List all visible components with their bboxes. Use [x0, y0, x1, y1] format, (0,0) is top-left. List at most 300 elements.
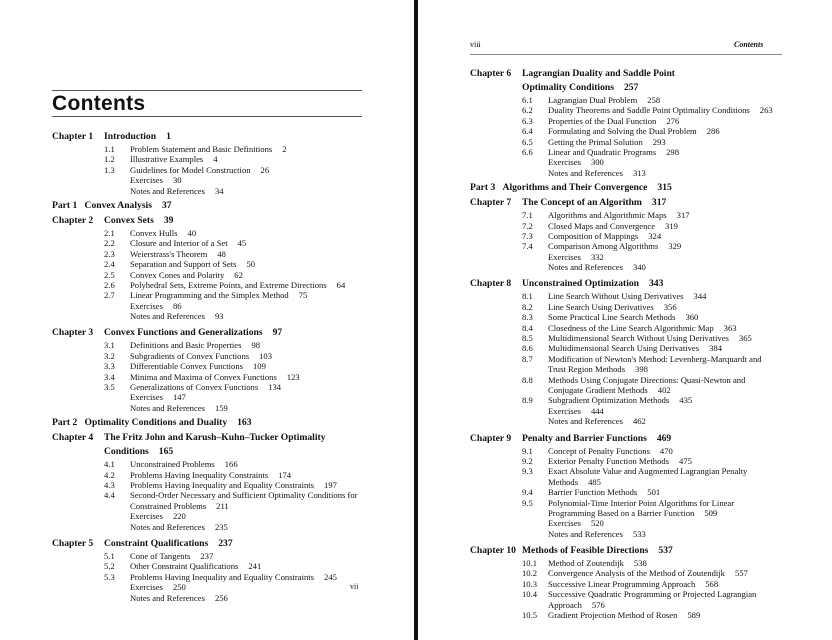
section-title-text: Concept of Penalty Functions: [548, 445, 650, 456]
toc-extra: [470, 157, 790, 167]
extra-entry: [130, 593, 228, 603]
section-title-text: Convex Hulls: [130, 227, 178, 238]
extra-page-number: 159: [214, 402, 228, 413]
section-title: [130, 259, 255, 269]
section-title-text: Illustrative Examples: [130, 154, 204, 165]
extra-entry: [130, 582, 186, 592]
section-page-number: 45: [237, 238, 247, 249]
section-page-number: 363: [723, 322, 737, 333]
section-title-text: Some Practical Line Search Methods: [548, 312, 676, 323]
left-page: [0, 0, 414, 640]
section-page-number: 258: [647, 95, 661, 105]
extra-title: Notes and References: [548, 528, 623, 539]
section-title: [130, 165, 269, 175]
page-title: Contents: [52, 92, 146, 115]
section-title-text: Closure and Interior of a Set: [130, 238, 228, 249]
toc-section-continued: [470, 600, 790, 610]
extra-entry: [548, 518, 604, 528]
section-title-text: Polyhedral Sets, Extreme Points, and Extreme Directions: [130, 279, 327, 290]
section-title: [130, 490, 358, 500]
toc-extra: [52, 522, 382, 532]
toc-section: [52, 490, 382, 500]
section-page-number: 241: [248, 561, 262, 572]
toc-left: [52, 125, 382, 603]
section-number: 9.1: [522, 445, 533, 456]
section-title: [548, 137, 666, 147]
section-title: [130, 290, 307, 300]
part-line: [52, 199, 172, 213]
part-title: Convex Analysis: [84, 199, 152, 211]
extra-entry: [548, 168, 646, 178]
extra-entry: [130, 301, 182, 311]
toc-section: [470, 126, 790, 136]
section-title-text: Algorithms and Algorithmic Maps: [548, 210, 667, 221]
section-page-number: 475: [679, 455, 692, 466]
toc-section: [470, 354, 790, 364]
section-title: [548, 221, 678, 231]
section-title-text: Definitions and Basic Properties: [130, 340, 242, 351]
extra-title: Exercises: [130, 582, 163, 593]
section-title: [548, 466, 747, 476]
section-title-text: Linear Programming and the Simplex Method: [130, 290, 289, 301]
extra-title: Exercises: [548, 157, 581, 168]
section-title-cont: [548, 508, 717, 518]
section-title: [130, 361, 266, 371]
section-page-number: 384: [709, 343, 722, 354]
section-title: [548, 241, 681, 251]
section-title: [548, 343, 722, 353]
extra-page-number: 235: [214, 521, 228, 532]
section-number: 2.1: [104, 227, 115, 238]
extra-page-number: 313: [632, 167, 646, 178]
toc-section: [470, 210, 790, 220]
section-title: [548, 291, 706, 301]
section-title-cont: [548, 477, 601, 487]
section-number: 10.5: [522, 610, 538, 621]
chapter-heading: [470, 543, 790, 558]
toc-section: [52, 572, 382, 582]
extra-title: Exercises: [130, 392, 163, 403]
chapter-title: [104, 536, 233, 551]
section-number: 1.1: [104, 144, 115, 154]
section-page-number: 75: [298, 290, 308, 301]
section-title-text: Properties of the Dual Function: [548, 115, 657, 126]
chapter-title-cont-text: Optimality Conditions: [522, 82, 614, 93]
section-number: 3.2: [104, 350, 115, 361]
chapter-label: Chapter 2: [52, 214, 94, 226]
chapter-title: [522, 543, 673, 558]
section-number: 6.5: [522, 136, 533, 147]
section-number: 2.4: [104, 259, 115, 270]
part-label: Part 1: [52, 199, 78, 211]
section-title-text: Weierstrass's Theorem: [130, 248, 208, 259]
section-page-number: 501: [647, 487, 661, 498]
section-number: 1.3: [104, 164, 115, 175]
section-title-text: Convergence Analysis of the Method of Zoutendijk: [548, 568, 725, 579]
section-title: [548, 610, 700, 620]
section-title: [130, 351, 272, 361]
toc-section: [470, 446, 790, 456]
chapter-title: [522, 276, 663, 291]
toc-section: [470, 498, 790, 508]
section-title-text: Exterior Penalty Function Methods: [548, 455, 670, 466]
chapter-heading: [52, 325, 382, 340]
toc-section: [470, 558, 790, 568]
toc-section: [470, 589, 790, 599]
page-number-right: viii: [470, 40, 481, 49]
chapter-page-number: 237: [218, 537, 233, 549]
section-number: 7.4: [522, 241, 533, 252]
chapter-title: [104, 430, 326, 445]
extra-entry: [130, 522, 228, 532]
toc-section: [470, 333, 790, 343]
section-title-text: Cone of Tangents: [130, 550, 191, 561]
chapter-title-text: Convex Sets: [104, 214, 154, 226]
toc-right: [470, 66, 790, 620]
section-title: [548, 116, 679, 126]
page-number-left: vii: [350, 582, 359, 591]
section-title: [130, 572, 337, 582]
section-number: 1.2: [104, 154, 115, 165]
section-page-number: 197: [324, 479, 337, 490]
section-title-text: Guidelines for Model Construction: [130, 164, 251, 175]
section-number: 6.4: [522, 126, 533, 137]
toc-section: [470, 105, 790, 115]
chapter-heading: [470, 195, 790, 210]
toc-extra: [52, 186, 382, 196]
section-title: [130, 340, 260, 350]
section-title-text: Problems Having Inequality and Equality Constraints: [130, 571, 315, 582]
chapter-page-number: 97: [272, 327, 283, 339]
extra-title: Notes and References: [130, 592, 205, 603]
section-number: 6.1: [522, 95, 533, 105]
section-page-number: 98: [251, 340, 261, 351]
section-title: [548, 312, 698, 322]
section-title: [548, 375, 745, 385]
chapter-label: Chapter 1: [52, 131, 94, 142]
section-title: [548, 323, 737, 333]
section-title-text: Successive Linear Programming Approach: [548, 578, 696, 589]
extra-title: Exercises: [130, 511, 163, 522]
chapter-page-number: 1: [166, 131, 171, 142]
toc-section: [52, 351, 382, 361]
toc-extra: [470, 252, 790, 262]
section-title-cont-text: Trust Region Methods: [548, 364, 626, 375]
toc-extra: [52, 593, 382, 603]
section-number: 2.5: [104, 269, 115, 280]
part-label: Part 3: [470, 182, 496, 194]
part-label: Part 2: [52, 417, 78, 429]
extra-page-number: 86: [172, 300, 182, 311]
section-page-number: 356: [663, 301, 677, 312]
toc-section: [470, 116, 790, 126]
toc-section: [52, 154, 382, 164]
section-title-text: Other Constraint Qualifications: [130, 561, 239, 572]
section-title-text: Formulating and Solving the Dual Problem: [548, 126, 697, 137]
section-title-cont-text: Constrained Problems: [130, 500, 207, 511]
section-title-text: Generalizations of Convex Functions: [130, 382, 259, 393]
chapter-heading: [470, 66, 790, 81]
section-number: 2.3: [104, 248, 115, 259]
section-title-text: Unconstrained Problems: [130, 459, 215, 470]
section-title: [130, 470, 291, 480]
section-page-number: 40: [187, 227, 197, 238]
section-title-text: Convex Cones and Polarity: [130, 269, 225, 280]
chapter-page-number: 257: [623, 82, 639, 93]
section-title: [130, 270, 243, 280]
toc-section: [470, 312, 790, 322]
section-page-number: 365: [738, 333, 752, 344]
toc-section: [52, 270, 382, 280]
extra-title: Exercises: [130, 300, 163, 311]
section-page-number: 26: [260, 164, 270, 175]
section-title-text: Separation and Support of Sets: [130, 259, 237, 270]
section-title-text: Differentiable Convex Functions: [130, 361, 243, 372]
section-title-text: Problems Having Inequality and Equality Constraints: [130, 479, 315, 490]
part-heading: [470, 181, 790, 195]
chapter-page-number: 165: [158, 446, 174, 458]
chapter-title-text: Unconstrained Optimization: [522, 278, 639, 290]
toc-section: [52, 480, 382, 490]
extra-page-number: 256: [214, 592, 228, 603]
section-title: [548, 302, 677, 312]
part-heading: [52, 416, 382, 430]
section-number: 4.1: [104, 459, 115, 470]
section-page-number: 576: [591, 599, 605, 610]
toc-extra: [52, 311, 382, 321]
part-title: Algorithms and Their Convergence: [502, 182, 648, 194]
extra-page-number: 220: [172, 511, 186, 522]
toc-section: [52, 249, 382, 259]
toc-section: [470, 95, 790, 105]
chapter-label: Chapter 5: [52, 537, 94, 549]
toc-section: [470, 302, 790, 312]
section-page-number: 109: [252, 361, 266, 372]
section-number: 3.3: [104, 361, 115, 372]
extra-page-number: 444: [590, 405, 604, 416]
section-page-number: 103: [259, 350, 273, 361]
header-rule: [470, 54, 782, 55]
section-title: [548, 558, 647, 568]
chapter-title-text: Constraint Qualifications: [104, 537, 209, 549]
section-number: 4.2: [104, 469, 115, 480]
extra-entry: [548, 252, 604, 262]
section-title-text: Comparison Among Algorithms: [548, 241, 659, 252]
chapter-page-number: 469: [656, 432, 672, 444]
section-page-number: 62: [234, 269, 243, 280]
section-page-number: 589: [687, 610, 701, 621]
chapter-label: Chapter 9: [470, 432, 512, 444]
section-title-text: Composition of Mappings: [548, 230, 639, 241]
section-title-text: Successive Quadratic Programming or Projected Lagrangian: [548, 589, 757, 600]
section-title-cont-text: Approach: [548, 599, 582, 610]
section-page-number: 317: [676, 210, 690, 221]
section-number: 7.1: [522, 210, 533, 221]
toc-section: [52, 259, 382, 269]
extra-page-number: 533: [632, 528, 646, 539]
section-number: 3.5: [104, 382, 115, 393]
toc-section: [470, 395, 790, 405]
extra-page-number: 34: [214, 185, 224, 196]
section-title: [548, 231, 661, 241]
section-title: [130, 372, 300, 382]
extra-entry: [548, 406, 604, 416]
toc-extra: [52, 301, 382, 311]
chapter-label: Chapter 8: [470, 278, 512, 290]
section-title-text: Gradient Projection Method of Rosen: [548, 610, 678, 621]
section-title: [548, 95, 660, 105]
toc-section-continued: [52, 501, 382, 511]
chapter-label: Chapter 7: [470, 197, 512, 209]
toc-section: [52, 382, 382, 392]
toc-section: [470, 147, 790, 157]
chapter-heading: [52, 129, 382, 144]
toc-section: [52, 459, 382, 469]
chapter-title: [522, 66, 675, 81]
section-page-number: 470: [659, 445, 673, 456]
section-title: [130, 459, 238, 469]
extra-title: Notes and References: [130, 311, 205, 322]
extra-title: Exercises: [548, 251, 581, 262]
toc-section: [52, 551, 382, 561]
extra-title: Exercises: [548, 405, 581, 416]
section-title: [548, 446, 673, 456]
toc-section: [52, 290, 382, 300]
toc-section: [470, 241, 790, 251]
chapter-label: Chapter 6: [470, 68, 512, 79]
extra-entry: [130, 311, 224, 321]
section-number: 8.9: [522, 395, 533, 406]
section-number: 2.6: [104, 279, 115, 290]
section-page-number: 48: [217, 248, 226, 259]
section-number: 2.7: [104, 290, 115, 301]
section-title: [548, 126, 720, 136]
section-number: 10.1: [522, 558, 538, 569]
running-title: Contents: [734, 40, 764, 49]
section-page-number: 263: [759, 105, 773, 116]
toc-section-continued: [470, 477, 790, 487]
part-line: [470, 181, 672, 195]
chapter-heading: [52, 536, 382, 551]
extra-title: Notes and References: [548, 262, 623, 273]
section-title: [548, 147, 679, 157]
section-number: 10.3: [522, 578, 538, 589]
section-page-number: 134: [268, 382, 282, 393]
toc-section: [52, 340, 382, 350]
section-page-number: 402: [657, 384, 671, 395]
chapter-title-text: Convex Functions and Generalizations: [104, 327, 263, 339]
chapter-title-text: The Fritz John and Karush–Kuhn–Tucker Optimality: [104, 432, 326, 444]
chapter-title: [522, 195, 666, 210]
section-page-number: 174: [278, 469, 292, 480]
section-number: 5.3: [104, 571, 115, 582]
chapter-heading: [52, 213, 382, 228]
toc-extra: [470, 168, 790, 178]
part-page-number: 163: [237, 417, 252, 429]
section-title-text: Problems Having Inequality Constraints: [130, 469, 269, 480]
section-title-text: Line Search Without Using Derivatives: [548, 291, 684, 302]
section-title-cont: [130, 501, 229, 511]
section-title-text: Second-Order Necessary and Sufficient Optimality Conditions for: [130, 490, 358, 501]
extra-title: Notes and References: [130, 521, 205, 532]
toc-section-continued: [470, 508, 790, 518]
chapter-page-number: 317: [651, 197, 667, 209]
section-number: 3.1: [104, 340, 115, 351]
toc-section: [470, 610, 790, 620]
section-title-text: Getting the Primal Solution: [548, 136, 643, 147]
section-title: [130, 144, 287, 154]
toc-extra: [52, 392, 382, 402]
toc-section: [470, 579, 790, 589]
toc-section: [470, 343, 790, 353]
toc-section: [52, 144, 382, 154]
toc-extra: [470, 529, 790, 539]
section-title: [548, 498, 734, 508]
extra-entry: [130, 186, 224, 196]
toc-section: [470, 487, 790, 497]
section-number: 4.3: [104, 479, 115, 490]
section-page-number: 329: [668, 241, 682, 252]
toc-section: [52, 165, 382, 175]
extra-title: Exercises: [130, 175, 163, 186]
section-title-text: Closed Maps and Convergence: [548, 220, 656, 231]
title-rule-bottom: [52, 116, 362, 117]
section-page-number: 298: [666, 146, 679, 157]
extra-title: Notes and References: [548, 167, 623, 178]
extra-page-number: 30: [172, 175, 182, 186]
chapter-page-number: 39: [163, 214, 174, 226]
toc-section: [470, 323, 790, 333]
section-page-number: 344: [693, 291, 707, 302]
section-title: [548, 589, 756, 599]
section-title-text: Polynomial-Time Interior Point Algorithms for Linear: [548, 497, 735, 508]
section-number: 9.3: [522, 466, 533, 477]
section-title: [548, 105, 773, 115]
chapter-title-text: Penalty and Barrier Functions: [522, 432, 647, 444]
section-title-text: Line Search Using Derivatives: [548, 301, 654, 312]
part-page-number: 37: [161, 199, 172, 211]
section-title-cont-text: Methods: [548, 476, 579, 487]
extra-entry: [548, 529, 646, 539]
toc-section: [52, 228, 382, 238]
toc-extra: [52, 582, 382, 592]
toc-extra: [52, 511, 382, 521]
section-title-cont: [548, 385, 671, 395]
section-title: [548, 354, 762, 364]
section-title: [548, 210, 690, 220]
section-title-text: Multidimensional Search Using Derivatives: [548, 343, 700, 354]
chapter-title-cont-text: Conditions: [104, 446, 149, 458]
section-number: 5.1: [104, 550, 115, 561]
chapter-title: [104, 129, 171, 144]
chapter-title-text: The Concept of an Algorithm: [522, 197, 642, 209]
chapter-page-number: 537: [658, 545, 673, 557]
toc-section: [470, 137, 790, 147]
chapter-label: Chapter 4: [52, 432, 94, 444]
section-title-text: Modification of Newton's Method: Levenberg–Marquardt and: [548, 353, 762, 364]
section-title: [130, 551, 213, 561]
toc-extra: [470, 262, 790, 272]
extra-page-number: 332: [590, 251, 604, 262]
section-page-number: 538: [633, 558, 647, 569]
section-page-number: 276: [666, 115, 680, 126]
section-number: 8.7: [522, 353, 533, 364]
toc-section: [52, 361, 382, 371]
section-page-number: 398: [635, 364, 648, 375]
section-title-text: Minima and Maxima of Convex Functions: [130, 371, 277, 382]
section-page-number: 485: [588, 476, 601, 487]
section-title-text: Lagrangian Dual Problem: [548, 95, 638, 105]
